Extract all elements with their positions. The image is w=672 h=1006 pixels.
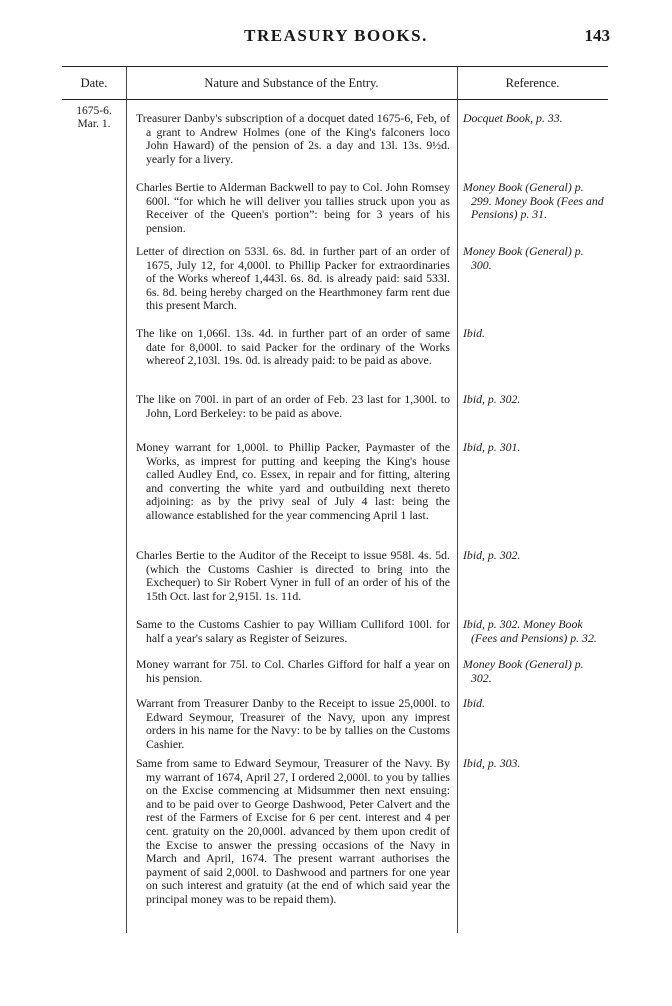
entry-text: Letter of direction on 533l. 6s. 8d. in further part of an order of 1675, July 12, for 4,000l. to Phillip Packer for extraordinaries of the Works whereof 1,443l. 6s. 8d. is already paid: said 533l. 6s. 8d. being hereby charged on the Hearthmoney farm rent due this present March. [136, 244, 450, 313]
running-header [62, 26, 610, 54]
entry-text: Charles Bertie to the Auditor of the Receipt to issue 958l. 4s. 5d. (which the Customs Cashier is directed to bring into the Exchequer) to Sir Robert Vyner in full of an order of his of the 15th Oct. last for 2,915l. 1s. 11d. [136, 548, 450, 603]
entry-text: Treasurer Danby's subscription of a docquet dated 1675-6, Feb, of a grant to Andrew Holmes (one of the King's falconers loco John Haward) of the pension of 2s. a day and 13l. 13s. 9½d. yearly for a livery. [136, 111, 450, 166]
entry-reference: Ibid, p. 303. [463, 756, 521, 770]
entries-table [62, 66, 608, 933]
table-header-row [62, 67, 608, 100]
entry-text: The like on 700l. in part of an order of Feb. 23 last for 1,300l. to John, Lord Berkeley: to be paid as above. [136, 392, 450, 420]
entry-date [62, 105, 126, 131]
entry-reference: Money Book (General) p. 299. Money Book (Fees and Pensions) p. 31. [463, 180, 604, 222]
column-header-date: Date. [80, 76, 108, 90]
entry-reference: Docquet Book, p. 33. [463, 111, 563, 125]
entry-text: Money warrant for 1,000l. to Phillip Packer, Paymaster of the Works, as imprest for putting and keeping the King's house called Audley End, co. Essex, in repair and for fitting, altering and converting the white yard and outbuilding next thereto adjoining: as by the privy seal of July 4 last: being the allowance established for the year commencing April 1 last. [136, 440, 450, 522]
column-divider [126, 67, 127, 933]
entry-reference: Ibid. [463, 326, 485, 340]
entry-text: Warrant from Treasurer Danby to the Receipt to issue 25,000l. to Edward Seymour, Treasurer of the Navy, upon any imprest orders in his name for the Navy: to be by tallies on the Customs Cashier. [136, 696, 450, 751]
entry-text: Charles Bertie to Alderman Backwell to pay to Col. John Romsey 600l. “for which he will deliver you tallies struck upon you as Receiver of the Queen's portion”: being for 3 years of his pension. [136, 180, 450, 235]
column-header-entry: Nature and Substance of the Entry. [204, 76, 379, 90]
entry-reference: Money Book (General) p. 300. [463, 244, 584, 272]
entry-text: Same from same to Edward Seymour, Treasurer of the Navy. By my warrant of 1674, April 27, I ordered 2,000l. to you by tallies on the Excise commencing at Midsummer then next ensuing: and to be paid over to George Dashwood, Peter Calvert and the rest of the Farmers of Excise for 6 per cent. interest and 4 per cent. gratuity on the 20,000l. advanced by them upon credit of the Excise to answer the pressing occasions of the Navy in March and April, 1674. The present warrant authorises the payment of said 2,000l. to Dashwood and partners for one year on such interest and gratuity (at the end of which said year the principal money was to be repaid them). [136, 756, 450, 906]
column-divider [457, 67, 458, 933]
entry-reference: Ibid. [463, 696, 485, 710]
entry-reference: Ibid, p. 302. [463, 548, 521, 562]
entry-text: The like on 1,066l. 13s. 4d. in further part of an order of same date for 8,000l. to said Packer for the ordinary of the Works whereof 2,103l. 19s. 0d. is already paid: to be paid as above. [136, 326, 450, 368]
page-number: 143 [584, 26, 610, 45]
column-header-reference: Reference. [505, 76, 560, 90]
entry-reference: Money Book (General) p. 302. [463, 657, 584, 685]
date-day: Mar. 1. [77, 118, 111, 130]
entry-text: Same to the Customs Cashier to pay William Culliford 100l. for half a year's salary as Register of Seizures. [136, 617, 450, 645]
entry-reference: Ibid, p. 302. Money Book (Fees and Pensions) p. 32. [463, 617, 597, 645]
running-title: TREASURY BOOKS. [244, 26, 428, 45]
date-year: 1675-6. [76, 105, 112, 117]
entry-reference: Ibid, p. 302. [463, 392, 521, 406]
entry-text: Money warrant for 75l. to Col. Charles Gifford for half a year on his pension. [136, 657, 450, 685]
entry-reference: Ibid, p. 301. [463, 440, 521, 454]
